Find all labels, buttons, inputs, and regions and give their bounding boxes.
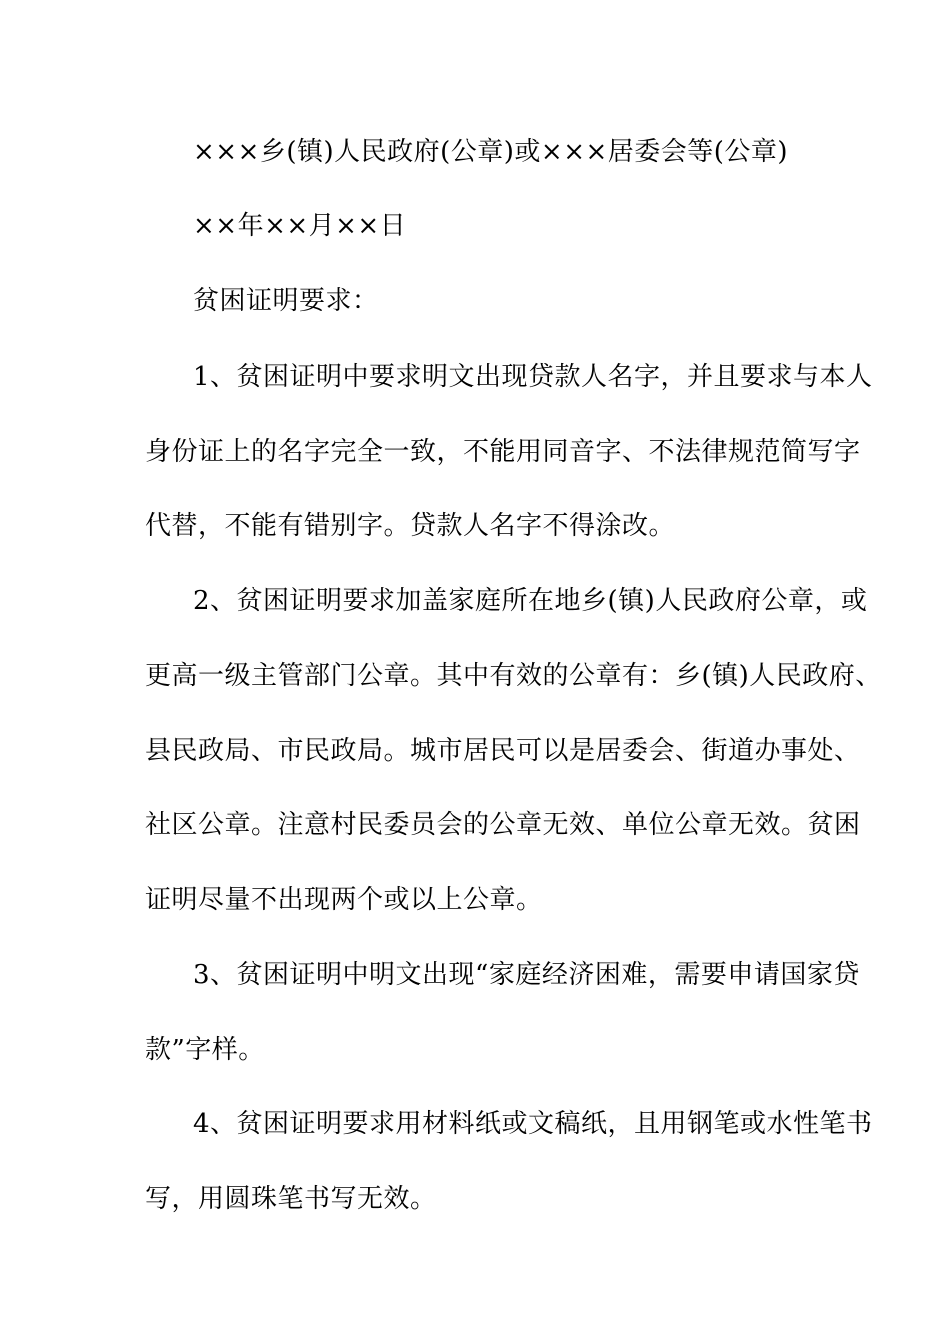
- paragraph-line: 代替，不能有错别字。贷款人名字不得涂改。: [145, 511, 676, 541]
- paragraph-line: 县民政局、市民政局。城市居民可以是居委会、街道办事处、: [145, 736, 861, 766]
- paragraph-line: 更高一级主管部门公章。其中有效的公章有：乡(镇)人民政府、: [145, 661, 882, 691]
- paragraph-line: 1、贫困证明中要求明文出现贷款人名字，并且要求与本人: [193, 362, 873, 392]
- paragraph-line: 3、贫困证明中明文出现“家庭经济困难，需要申请国家贷: [193, 960, 860, 990]
- paragraph-line: 身份证上的名字完全一致，不能用同音字、不法律规范简写字: [145, 437, 861, 467]
- paragraph-line: 证明尽量不出现两个或以上公章。: [145, 885, 543, 915]
- requirements-heading: 贫困证明要求：: [193, 286, 379, 316]
- paragraph-line: 款”字样。: [145, 1035, 265, 1065]
- paragraph-line: 2、贫困证明要求加盖家庭所在地乡(镇)人民政府公章，或: [193, 586, 868, 616]
- seal-line: ×××乡(镇)人民政府(公章)或×××居委会等(公章): [193, 137, 789, 167]
- date-line: ××年××月××日: [193, 211, 407, 241]
- paragraph-line: 写，用圆珠笔书写无效。: [145, 1184, 437, 1214]
- paragraph-line: 社区公章。注意村民委员会的公章无效、单位公章无效。贫困: [145, 810, 861, 840]
- paragraph-line: 4、贫困证明要求用材料纸或文稿纸，且用钢笔或水性笔书: [193, 1109, 873, 1139]
